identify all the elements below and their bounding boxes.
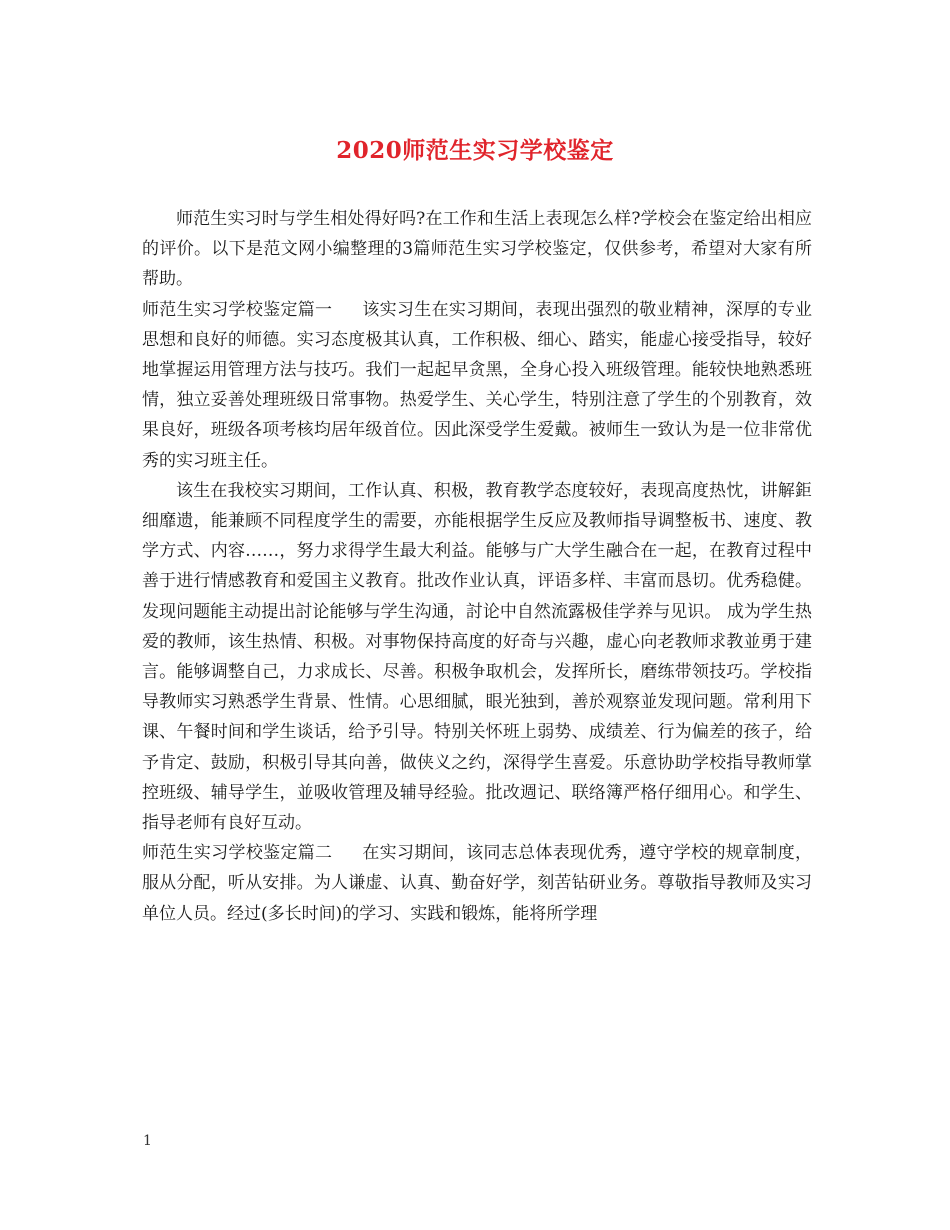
page-number: 1 (143, 1133, 152, 1149)
section-2-heading: 师范生实习学校鉴定篇二 (142, 843, 333, 864)
section-2-paragraph (142, 838, 812, 929)
section-2-text: 在实习期间，该同志总体表现优秀，遵守学校的规章制度，服从分配，听从安排。为人谦虚、认真、勤奋好学，刻苦钻研业务。尊敬指导教师及实习单位人员。经过(多长时间)的学习、实践和锻炼，能将所学理 (142, 843, 813, 924)
section-1-text: 该实习生在实习期间，表现出强烈的敬业精神，深厚的专业思想和良好的师德。实习态度极其认真，工作积极、细心、踏实，能虚心接受指导，较好地掌握运用管理方法与技巧。我们一起起早贪黑，全身心投入班级管理。能较快地熟悉班情，独立妥善处理班级日常事物。热爱学生、关心学生，特别注意了学生的个别教育，效果良好，班级各项考核均居年级首位。因此深受学生爱戴。被师生一致认为是一位非常优秀的实习班主任。 (142, 299, 813, 471)
section-1-paragraph (142, 295, 812, 476)
section-1-paragraph-2: 该生在我校实习期间，工作认真、积极，教育教学态度较好，表现高度热忱，讲解鉅细靡遗，能兼顾不同程度学生的需要，亦能根据学生反应及教师指导调整板书、速度、教学方式、内容……，努力求得学生最大利益。能够与广大学生融合在一起，在教育过程中善于进行情感教育和爱国主义教育。批改作业认真，评语多样、丰富而恳切。优秀稳健。发现问题能主动提出討论能够与学生沟通，討论中自然流露极佳学养与见识。 成为学生热爱的教师，该生热情、积极。对事物保持高度的好奇与兴趣，虚心向老教师求教並勇于建言。能够调整自己，力求成长、尽善。积极争取机会，发挥所长，磨练带领技巧。学校指导教师实习熟悉学生背景、性情。心思细腻，眼光独到，善於观察並发现问题。常利用下课、午餐时间和学生谈话，给予引导。特别关怀班上弱势、成绩差、行为偏差的孩子，给予肯定、鼓励，积极引导其向善，做侠义之约，深得学生喜爱。乐意协助学校指导教师掌控班级、辅导学生，並吸收管理及辅导经验。批改週记、联络簿严格仔细用心。和学生、指导老师有良好互动。 (142, 480, 812, 834)
document-title: 2020师范生实习学校鉴定 (336, 137, 614, 164)
section-1-heading: 师范生实习学校鉴定篇一 (142, 299, 333, 320)
intro-paragraph: 师范生实习时与学生相处得好吗?在工作和生活上表现怎么样?学校会在鉴定给出相应的评价。以下是范文网小编整理的3篇师范生实习学校鉴定，仅供参考，希望对大家有所帮助。 (142, 209, 812, 290)
document-body (142, 204, 812, 929)
